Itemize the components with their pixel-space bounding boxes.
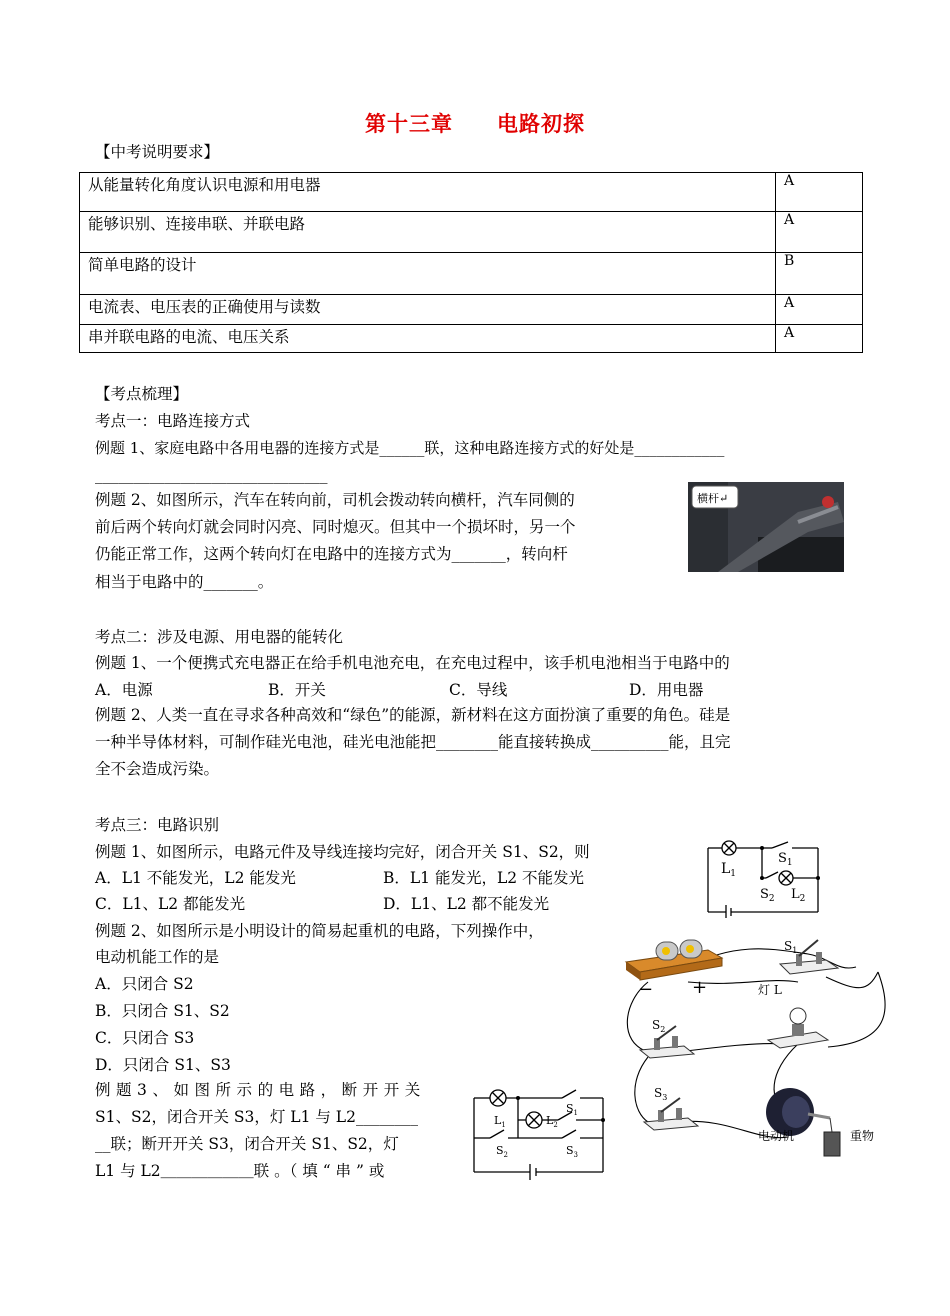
s2-q2-line: 例题 2、人类一直在寻求各种高效和“绿色”的能源，新材料在这方面扮演了重要的角色。硅是 — [95, 706, 731, 724]
s1-q2-line: 仍能正常工作，这两个转向灯在电路中的连接方式为_______，转向杆 — [95, 545, 568, 563]
s1-q2-line: 例题 2、如图所示，汽车在转向前，司机会拨动转向横杆，汽车同侧的 — [95, 491, 575, 509]
s3-q2-option-b: B．只闭合 S1、S2 — [95, 1002, 230, 1020]
s3-q3-line: __联；断开开关 S3，闭合开关 S1、S2，灯 — [95, 1135, 399, 1153]
s2-q1-option-c: C．导线 — [449, 681, 508, 699]
s3-q1-option-d: D．L1、L2 都不能发光 — [383, 895, 550, 913]
crane-circuit-diagram — [618, 932, 898, 1160]
section3-heading: 考点三：电路识别 — [95, 816, 220, 834]
requirement-level: A — [776, 325, 863, 353]
requirement-level: A — [776, 212, 863, 253]
requirements-table — [79, 172, 863, 353]
requirements-heading: 【中考说明要求】 — [95, 143, 220, 161]
requirement-item: 电流表、电压表的正确使用与读数 — [80, 295, 776, 325]
s1-q2-line: 相当于电路中的_______。 — [95, 573, 274, 591]
requirement-item: 从能量转化角度认识电源和用电器 — [80, 173, 776, 212]
s3-q3-line: 例 题 3 、 如 图 所 示 的 电 路 ， 断 开 开 关 — [95, 1081, 421, 1099]
table-row — [80, 212, 863, 253]
table-row — [80, 325, 863, 353]
turn-lever-photo — [688, 482, 844, 572]
svg-text:−: − — [638, 979, 654, 1000]
requirement-item: 能够识别、连接串联、并联电路 — [80, 212, 776, 253]
section2-heading: 考点二：涉及电源、用电器的能转化 — [95, 628, 344, 646]
s2-q1-option-d: D．用电器 — [629, 681, 704, 699]
svg-text:S3: $S_3$ — [654, 1086, 668, 1102]
s3-q1-option-b: B．L1 能发光，L2 不能发光 — [383, 869, 585, 887]
svg-text:S2: $S_2$ — [760, 887, 775, 904]
svg-text:S1: $S_1$ — [566, 1102, 579, 1117]
s3-q2-option-a: A．只闭合 S2 — [95, 975, 194, 993]
s3-q2-line: 例题 2、如图所示是小明设计的简易起重机的电路，下列操作中， — [95, 922, 544, 940]
svg-text:S2: $S_2$ — [496, 1144, 509, 1159]
requirement-item: 简单电路的设计 — [80, 253, 776, 295]
s2-q2-line: 一种半导体材料，可制作硅光电池，硅光电池能把________能直接转换成__________能，且完 — [95, 733, 731, 751]
circuit-diagram-q1 — [700, 836, 830, 918]
svg-text:S2: $S_2$ — [652, 1018, 666, 1034]
svg-text:S3: $S_3$ — [566, 1144, 579, 1159]
s2-q1: 例题 1、一个便携式充电器正在给手机电池充电，在充电过程中，该手机电池相当于电路中的 — [95, 654, 730, 672]
svg-text:L1: $L_1$ — [721, 861, 737, 879]
svg-text:S1: $S_1$ — [778, 851, 793, 868]
requirement-item: 串并联电路的电流、电压关系 — [80, 325, 776, 353]
svg-text:L2: $L_2$ — [546, 1114, 558, 1129]
s2-q1-option-b: B．开关 — [268, 681, 326, 699]
s3-q1-option-c: C．L1、L2 都能发光 — [95, 895, 246, 913]
svg-text:重物: 重物 — [850, 1129, 875, 1143]
table-row — [80, 295, 863, 325]
svg-text:灯 L: 灯 L — [758, 983, 782, 997]
svg-text:L2: $L_2$ — [791, 887, 806, 904]
requirement-level: A — [776, 295, 863, 325]
s1-q1-line2: ______________________________ — [95, 466, 328, 484]
svg-text:L1: $L_1$ — [494, 1114, 506, 1129]
s1-q1-line1: 例题 1、家庭电路中各用电器的连接方式是______联，这种电路连接方式的好处是____________ — [95, 439, 725, 457]
table-row — [80, 173, 863, 212]
s3-q3-line: S1、S2，闭合开关 S3，灯 L1 与 L2________ — [95, 1108, 418, 1126]
svg-text:S1: $S_1$ — [784, 939, 798, 955]
requirement-level: B — [776, 253, 863, 295]
table-row — [80, 253, 863, 295]
circuit-diagram-q3 — [468, 1080, 608, 1182]
requirement-level: A — [776, 173, 863, 212]
s3-q3-line: L1 与 L2＿＿＿＿＿＿联 。（ 填 “ 串 ” 或 — [95, 1162, 385, 1180]
s1-q2-line: 前后两个转向灯就会同时闪亮、同时熄灭。但其中一个损坏时，另一个 — [95, 518, 576, 536]
svg-text:+: + — [692, 977, 708, 998]
s3-q1-option-a: A．L1 不能发光，L2 能发光 — [95, 869, 296, 887]
s3-q2-option-d: D．只闭合 S1、S3 — [95, 1056, 231, 1074]
section1-heading: 考点一：电路连接方式 — [95, 412, 251, 430]
page-title: 第十三章 电路初探 — [365, 112, 585, 136]
s3-q2-line: 电动机能工作的是 — [95, 948, 220, 966]
s2-q2-line: 全不会造成污染。 — [95, 760, 220, 778]
s2-q1-option-a: A．电源 — [95, 681, 153, 699]
review-heading: 【考点梳理】 — [95, 385, 189, 403]
svg-text:电动机: 电动机 — [758, 1129, 795, 1143]
lever-label: 横杆↵ — [697, 492, 729, 505]
s3-q2-option-c: C．只闭合 S3 — [95, 1029, 195, 1047]
s3-q1: 例题 1、如图所示，电路元件及导线连接均完好，闭合开关 S1、S2，则 — [95, 843, 590, 861]
